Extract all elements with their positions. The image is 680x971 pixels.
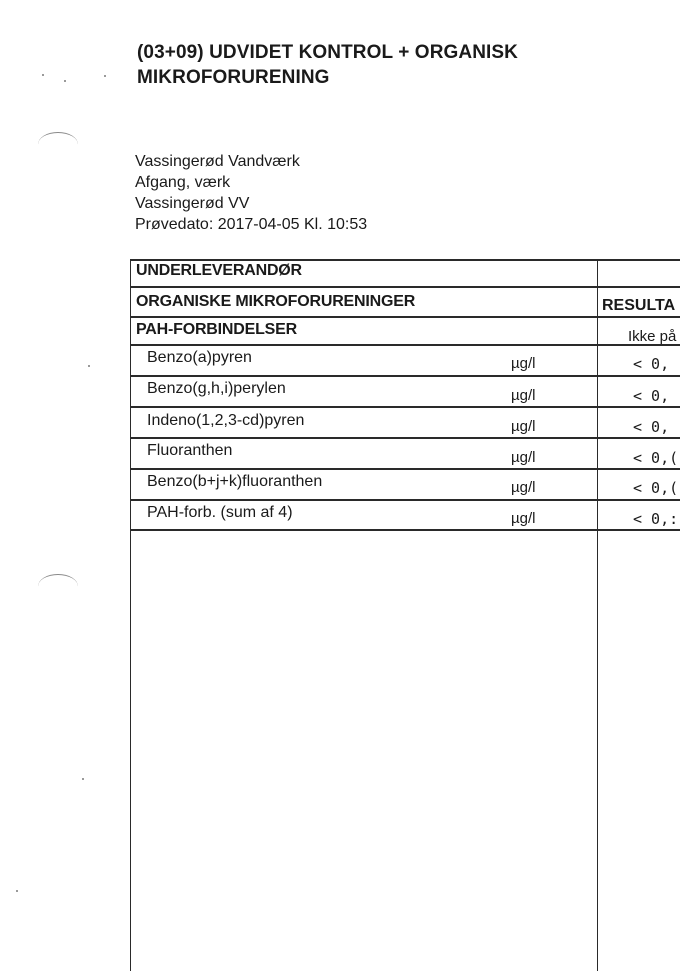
parameter-unit: µg/l <box>511 387 536 404</box>
site-location: Vassingerød VV <box>135 195 250 212</box>
sample-date: Prøvedato: 2017-04-05 Kl. 10:53 <box>135 216 368 233</box>
parameter-name: PAH-forb. (sum af 4) <box>147 504 293 521</box>
parameter-unit: µg/l <box>511 418 536 435</box>
report-title <box>137 40 667 90</box>
parameter-unit: µg/l <box>511 510 536 527</box>
scan-speck <box>16 890 18 892</box>
scan-speck <box>64 80 66 82</box>
table-column-divider <box>597 259 598 971</box>
subgroup-result-note: Ikke på <box>628 328 677 345</box>
scan-speck <box>88 365 90 367</box>
site-name: Vassingerød Vandværk <box>135 153 300 170</box>
parameter-name: Indeno(1,2,3-cd)pyren <box>147 412 305 429</box>
report-title-line-2: MIKROFORURENING <box>137 67 330 88</box>
parameter-value: < 0,: <box>633 510 679 528</box>
parameter-value: < 0, <box>633 418 670 436</box>
parameter-value: < 0, <box>633 355 670 373</box>
parameter-name: Fluoranthen <box>147 442 233 459</box>
table-border-left <box>130 259 131 971</box>
parameter-value: < 0,( <box>633 449 679 467</box>
scan-speck <box>104 75 106 77</box>
parameter-unit: µg/l <box>511 449 536 466</box>
parameter-value: < 0, <box>633 387 670 405</box>
sample-info <box>135 151 367 235</box>
parameter-value: < 0,( <box>633 479 679 497</box>
scan-speck <box>42 74 44 76</box>
parameter-name: Benzo(b+j+k)fluoranthen <box>147 473 323 490</box>
subgroup-header: PAH-FORBINDELSER <box>136 321 297 338</box>
result-column-header: RESULTA <box>602 297 676 314</box>
punch-hole-mark <box>38 574 78 615</box>
section-header: UNDERLEVERANDØR <box>136 262 302 279</box>
parameter-name: Benzo(g,h,i)perylen <box>147 380 286 397</box>
group-header: ORGANISKE MIKROFORURENINGER <box>136 293 416 310</box>
parameter-unit: µg/l <box>511 479 536 496</box>
sampling-point: Afgang, værk <box>135 174 231 191</box>
results-table <box>130 259 680 971</box>
punch-hole-mark <box>38 132 78 173</box>
parameter-name: Benzo(a)pyren <box>147 349 252 366</box>
report-title-line-1: (03+09) UDVIDET KONTROL + ORGANISK <box>137 42 519 63</box>
scan-speck <box>82 778 84 780</box>
parameter-unit: µg/l <box>511 355 536 372</box>
